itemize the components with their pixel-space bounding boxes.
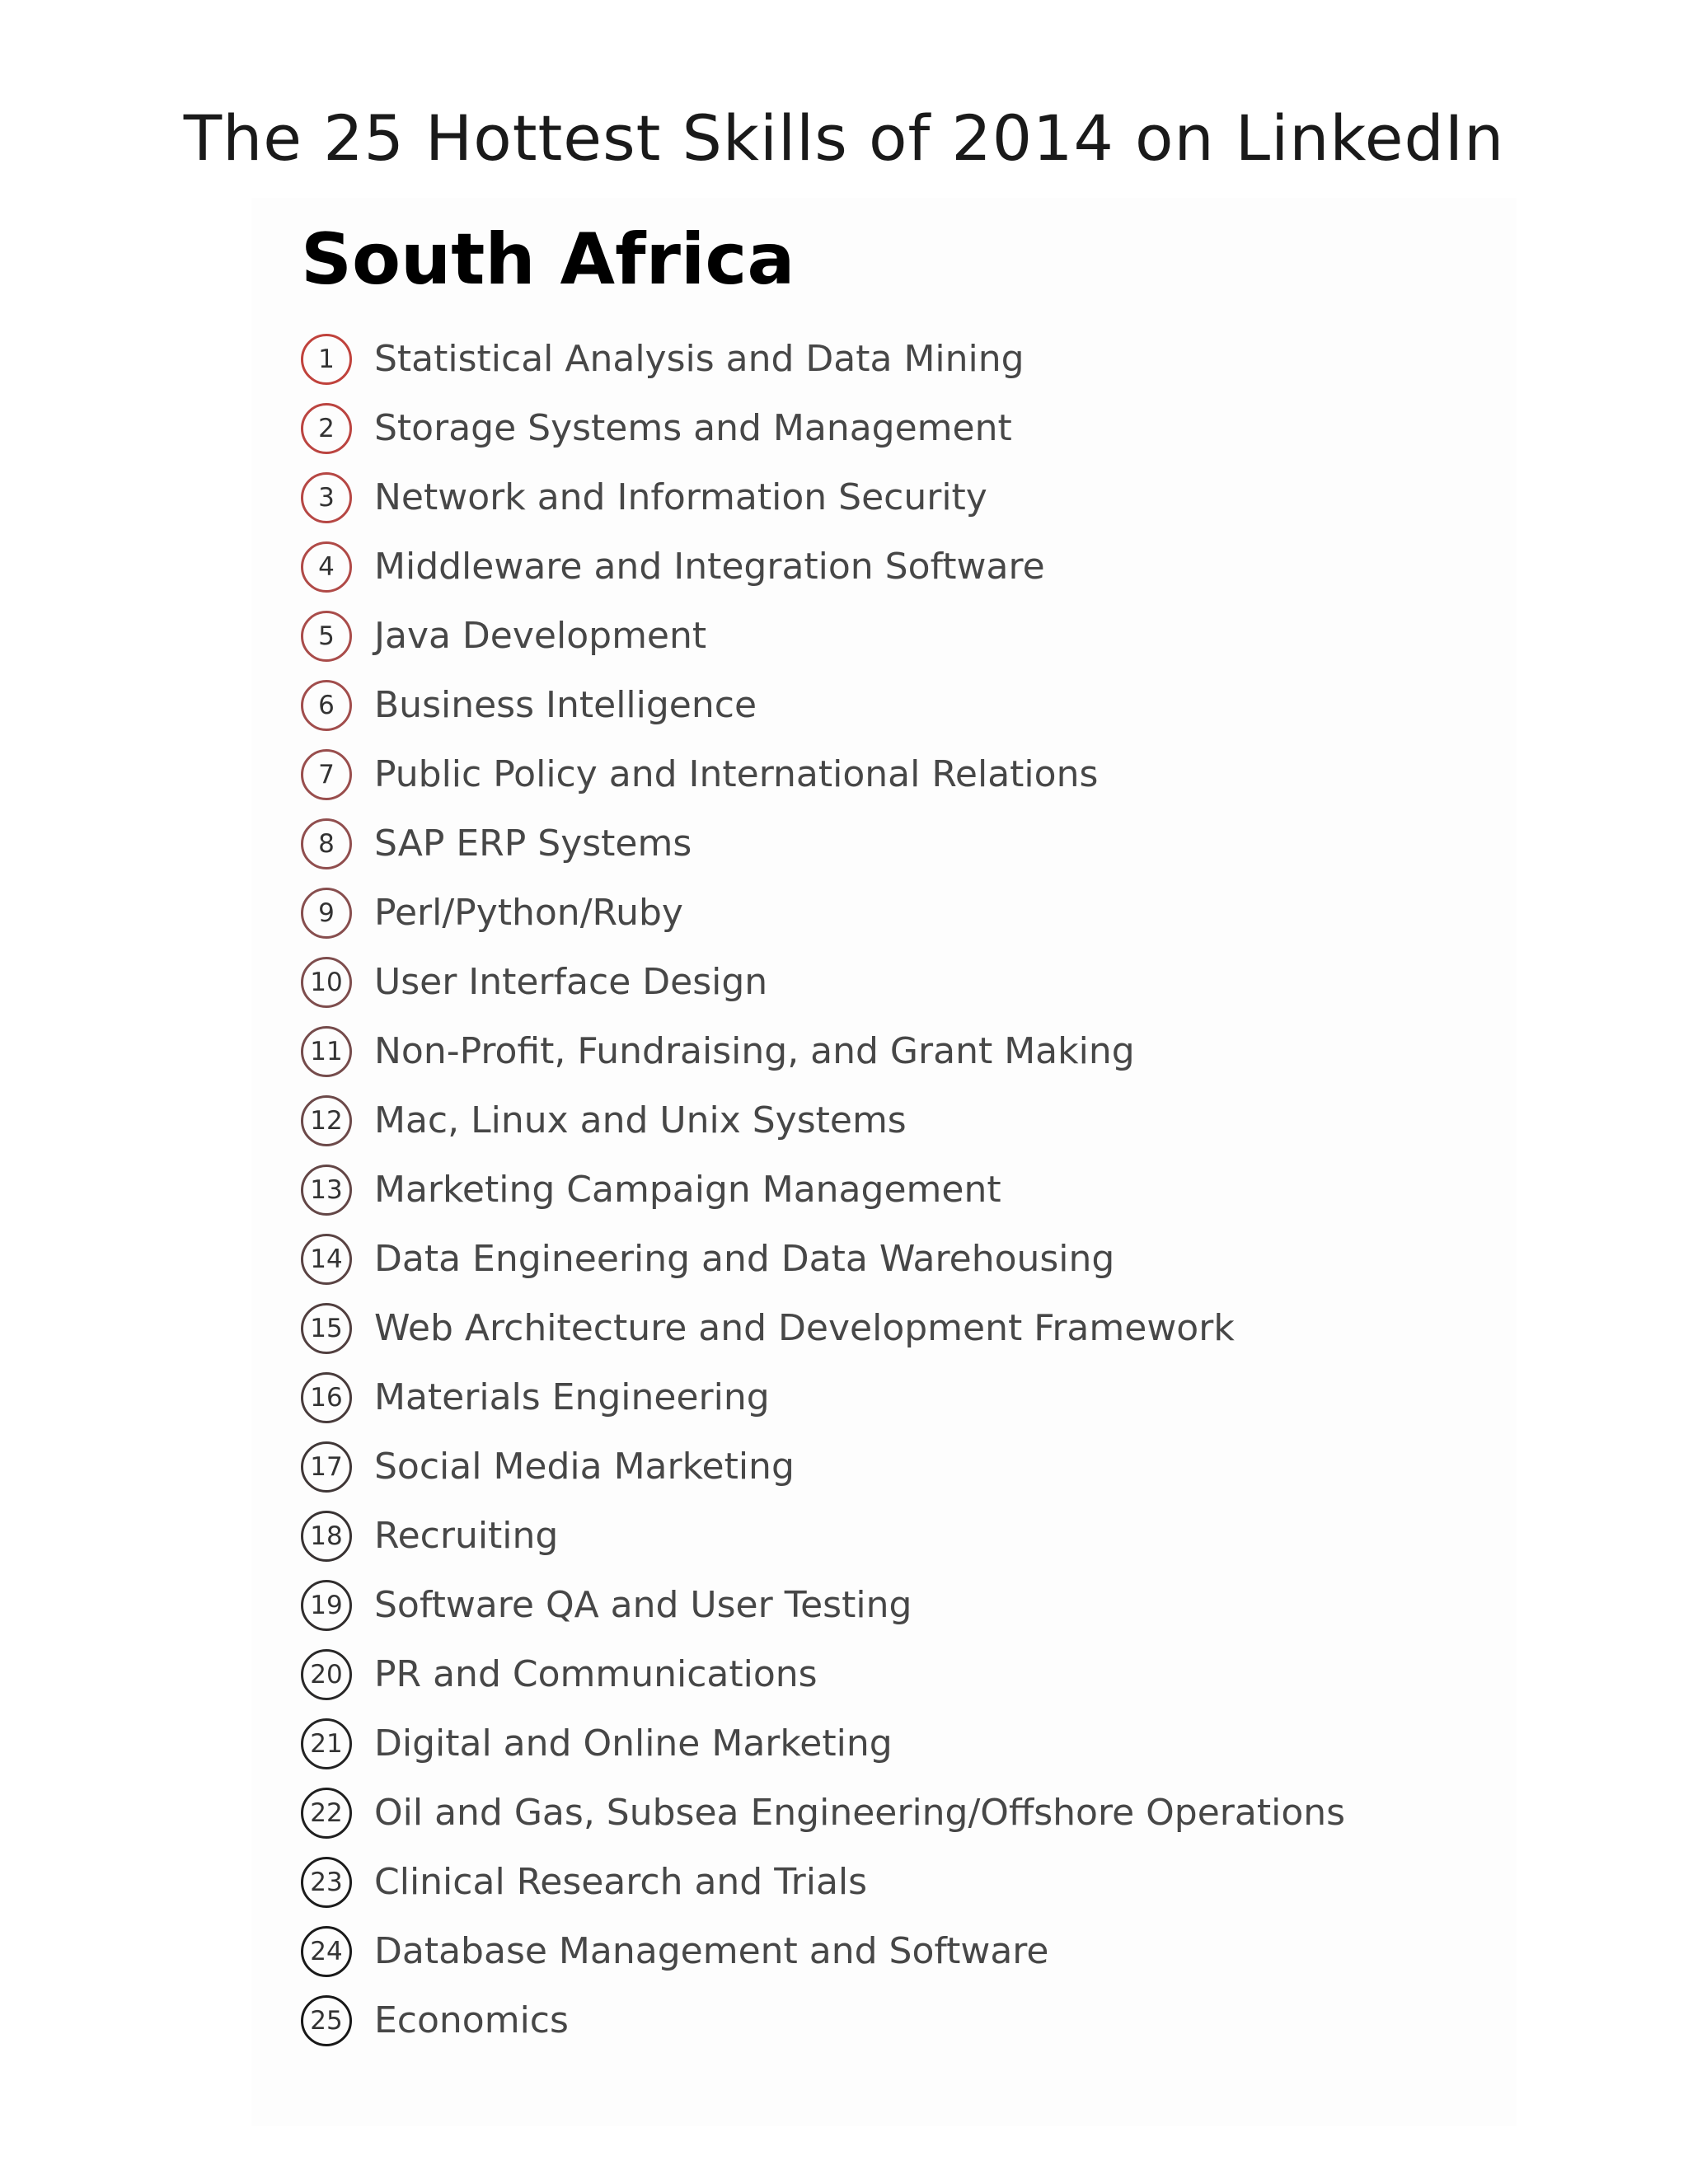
list-item bbox=[301, 1017, 1345, 1086]
rank-badge: 6 bbox=[301, 680, 352, 731]
rank-badge: 18 bbox=[301, 1511, 352, 1562]
skill-name: Storage Systems and Management bbox=[374, 407, 1012, 449]
list-item bbox=[301, 1155, 1345, 1225]
rank-badge: 2 bbox=[301, 403, 352, 454]
skill-name: Java Development bbox=[374, 615, 707, 657]
rank-badge: 23 bbox=[301, 1857, 352, 1908]
list-item bbox=[301, 740, 1345, 809]
list-item bbox=[301, 1640, 1345, 1709]
rank-badge: 24 bbox=[301, 1926, 352, 1977]
rank-badge: 16 bbox=[301, 1372, 352, 1423]
list-item bbox=[301, 879, 1345, 948]
skills-list bbox=[301, 325, 1345, 2055]
skill-name: Public Policy and International Relations bbox=[374, 753, 1099, 795]
rank-badge: 11 bbox=[301, 1026, 352, 1077]
rank-badge: 19 bbox=[301, 1580, 352, 1631]
list-item bbox=[301, 394, 1345, 463]
list-item bbox=[301, 1294, 1345, 1363]
rank-badge: 21 bbox=[301, 1718, 352, 1769]
skill-name: Social Media Marketing bbox=[374, 1446, 795, 1488]
rank-badge: 12 bbox=[301, 1095, 352, 1146]
skill-name: Materials Engineering bbox=[374, 1376, 770, 1418]
skill-name: Oil and Gas, Subsea Engineering/Offshore Operations bbox=[374, 1792, 1346, 1834]
list-item bbox=[301, 1986, 1345, 2055]
rank-badge: 1 bbox=[301, 334, 352, 385]
skill-name: Economics bbox=[374, 1999, 569, 2041]
list-item bbox=[301, 325, 1345, 394]
rank-badge: 22 bbox=[301, 1788, 352, 1839]
rank-badge: 3 bbox=[301, 472, 352, 523]
skill-name: Recruiting bbox=[374, 1515, 559, 1557]
list-item bbox=[301, 1917, 1345, 1986]
list-item bbox=[301, 1363, 1345, 1432]
list-item bbox=[301, 948, 1345, 1017]
skill-name: Database Management and Software bbox=[374, 1930, 1049, 1972]
list-item bbox=[301, 1225, 1345, 1294]
skill-name: Statistical Analysis and Data Mining bbox=[374, 338, 1025, 380]
region-heading: South Africa bbox=[301, 218, 795, 301]
skill-name: User Interface Design bbox=[374, 961, 768, 1003]
rank-badge: 9 bbox=[301, 888, 352, 939]
list-item bbox=[301, 1779, 1345, 1848]
skill-name: Network and Information Security bbox=[374, 476, 987, 518]
list-item bbox=[301, 1571, 1345, 1640]
list-item bbox=[301, 1086, 1345, 1155]
skill-name: Web Architecture and Development Framework bbox=[374, 1307, 1235, 1349]
skill-name: SAP ERP Systems bbox=[374, 823, 692, 865]
rank-badge: 7 bbox=[301, 749, 352, 800]
rank-badge: 15 bbox=[301, 1303, 352, 1354]
rank-badge: 20 bbox=[301, 1649, 352, 1700]
rank-badge: 4 bbox=[301, 541, 352, 593]
list-item bbox=[301, 671, 1345, 740]
skill-name: Non-Profit, Fundraising, and Grant Making bbox=[374, 1030, 1135, 1072]
rank-badge: 5 bbox=[301, 611, 352, 662]
skill-name: Digital and Online Marketing bbox=[374, 1722, 893, 1765]
skill-name: Clinical Research and Trials bbox=[374, 1861, 868, 1903]
skill-name: PR and Communications bbox=[374, 1653, 818, 1695]
list-item bbox=[301, 602, 1345, 671]
rank-badge: 13 bbox=[301, 1165, 352, 1216]
rank-badge: 10 bbox=[301, 957, 352, 1008]
list-item bbox=[301, 1502, 1345, 1571]
rank-badge: 25 bbox=[301, 1995, 352, 2046]
rank-badge: 17 bbox=[301, 1441, 352, 1493]
list-item bbox=[301, 809, 1345, 879]
list-item bbox=[301, 1432, 1345, 1502]
skill-name: Data Engineering and Data Warehousing bbox=[374, 1238, 1115, 1280]
rank-badge: 14 bbox=[301, 1234, 352, 1285]
list-item bbox=[301, 463, 1345, 532]
skill-name: Middleware and Integration Software bbox=[374, 546, 1045, 588]
skill-name: Perl/Python/Ruby bbox=[374, 892, 683, 934]
skill-name: Business Intelligence bbox=[374, 684, 757, 726]
skill-name: Mac, Linux and Unix Systems bbox=[374, 1099, 907, 1141]
list-item bbox=[301, 1709, 1345, 1779]
skill-name: Software QA and User Testing bbox=[374, 1584, 912, 1626]
list-item bbox=[301, 532, 1345, 602]
page-title: The 25 Hottest Skills of 2014 on LinkedIn bbox=[183, 101, 1505, 175]
rank-badge: 8 bbox=[301, 818, 352, 869]
skill-name: Marketing Campaign Management bbox=[374, 1169, 1001, 1211]
list-item bbox=[301, 1848, 1345, 1917]
